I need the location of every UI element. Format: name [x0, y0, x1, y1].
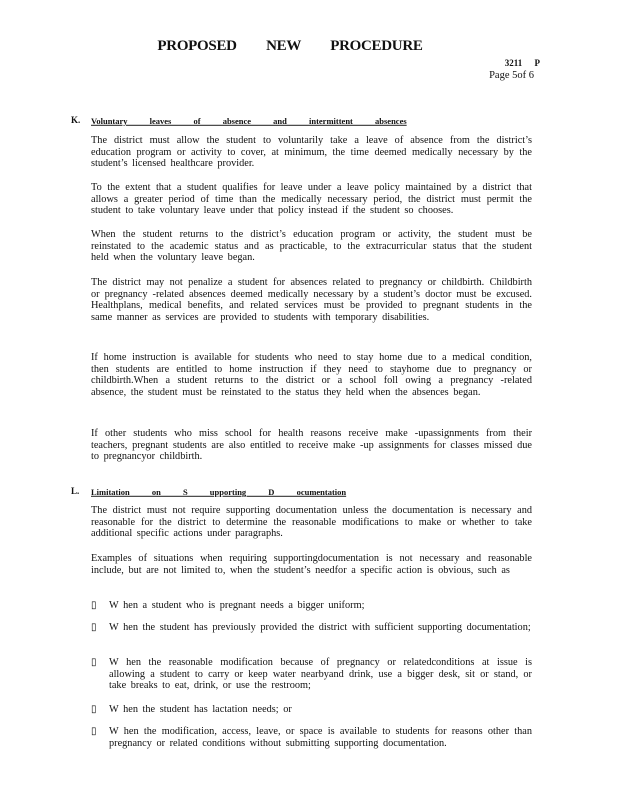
- bullet-item-5: W hen the modification, access, leave, or space is available to students for reasons other than pregnancy or related conditions without submitting supporting documentation.: [109, 726, 532, 749]
- section-l-heading: Limitation on S upporting D ocumentation: [91, 487, 347, 497]
- bullet-marker-icon: ▯: [91, 704, 97, 715]
- bullet-item-1: W hen a student who is pregnant needs a bigger uniform;: [109, 600, 365, 611]
- section-k-paragraph-5: If home instruction is available for students who need to stay home due to a medical condition, then students are entitled to home instruction if they need to stayhome due to pregnancy or childbirth.When a student returns to the district or a school foll owing a pregnancy -related absence, the student must be reinstated to the status they held when the absences began.: [91, 352, 532, 398]
- policy-code: 3211 P: [504, 58, 540, 68]
- page-number: Page 5of 6: [489, 70, 534, 81]
- bullet-item-4: W hen the student has lactation needs; or: [109, 704, 292, 715]
- bullet-marker-icon: ▯: [91, 600, 97, 611]
- bullet-item-2: W hen the student has previously provided the district with sufficient supporting documentation;: [109, 622, 531, 633]
- section-l-paragraph-2: Examples of situations when requiring supportingdocumentation is not necessary and reasonable include, but are not limited to, when the student’s needfor a specific action is obvious, such as: [91, 553, 532, 576]
- section-l-paragraph-1: The district must not require supporting documentation unless the documentation is necessary and reasonable for the district to determine the reasonable modifications to make or whether to take additional specific actions under paragraphs.: [91, 505, 532, 540]
- section-k-paragraph-4: The district may not penalize a student for absences related to pregnancy or childbirth. Childbirth or pregnancy -related absences deemed medically necessary by a student’s doctor must be excused. Healthplans, medical benefits, and related services must be provided to pregnant students in the same manner as services are provided to students with temporary disabilities.: [91, 277, 532, 323]
- page-title: PROPOSED NEW PROCEDURE: [157, 38, 423, 54]
- bullet-marker-icon: ▯: [91, 622, 97, 633]
- section-k-paragraph-2: To the extent that a student qualifies for leave under a leave policy maintained by a district that allows a greater period of time than the medically necessary period, the district must permit the student to take voluntary leave under that policy instead if the student so chooses.: [91, 182, 532, 217]
- section-k-letter: K.: [71, 115, 81, 125]
- section-k-paragraph-3: When the student returns to the district’s education program or activity, the student must be reinstated to the academic status and as practicable, to the extracurricular status that the student held when the voluntary leave began.: [91, 229, 532, 264]
- section-l-letter: L.: [71, 486, 80, 496]
- section-k-paragraph-6: If other students who miss school for health reasons receive make -upassignments from their teachers, pregnant students are also entitled to receive make -up assignments for classes missed due to pregnancyor childbirth.: [91, 428, 532, 463]
- section-k-heading: Voluntary leaves of absence and intermittent absences: [91, 116, 407, 126]
- bullet-marker-icon: ▯: [91, 657, 97, 668]
- section-k-paragraph-1: The district must allow the student to voluntarily take a leave of absence from the district’s education program or activity to cover, at minimum, the time deemed medically necessary by the student’s licensed healthcare provider.: [91, 135, 532, 170]
- bullet-item-3: W hen the reasonable modification because of pregnancy or relatedconditions at issue is allowing a student to carry or keep water nearbyand drink, use a bigger desk, sit or stand, or take breaks to eat, drink, or use the restroom;: [109, 657, 532, 692]
- bullet-marker-icon: ▯: [91, 726, 97, 737]
